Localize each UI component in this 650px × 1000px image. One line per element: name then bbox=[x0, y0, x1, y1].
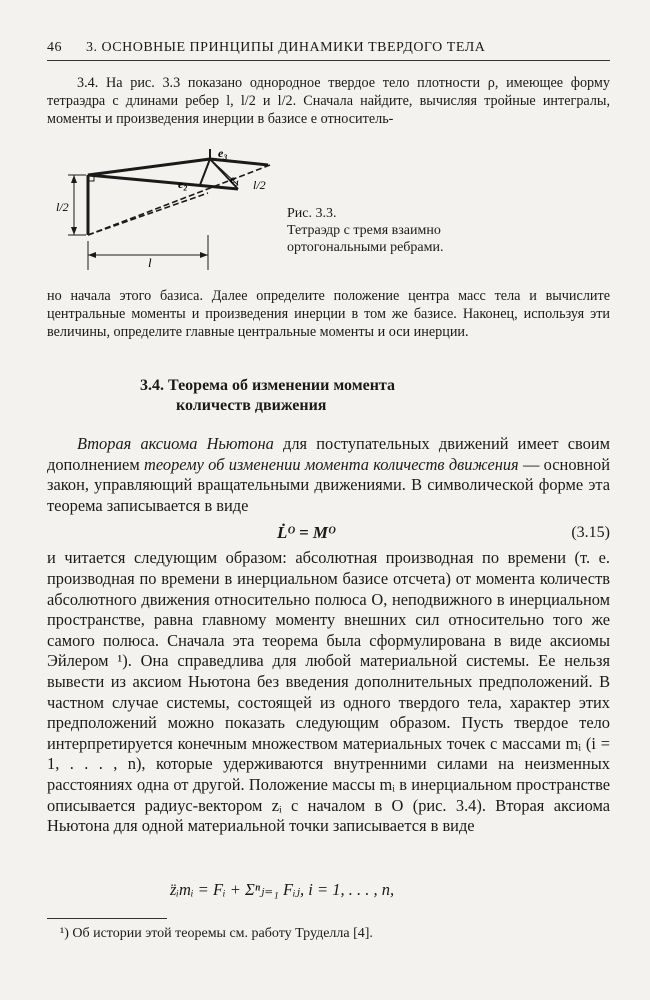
paragraph-2: и читается следующим образом: абсолютная производная по времени (т. е. производная по времени в инерциальном базисе отсчета) от момента количеств абсолютного движения относительно полюса O, неподвижного в инерциальном пространстве, равна главному моменту внешних сил относительно того же самого полюса. Сначала эта теорема была сформулирована в виде аксиомы Эйлером ¹). Она справедлива для любой материальной системы. Ее нельзя вывести из аксиом Ньютона без введения дополнительных предположений. В частном случае системы, состоящей из одного твердого тела, характер этих предположений можно показать следующим образом. Пусть твердое тело интерпретируется конечным множеством материальных точек с массами mᵢ (i = 1, . . . , n), которые удерживаются внутренними силами на неизменных расстояниях одна от другой. Положение массы mᵢ в инерциальном пространстве описывается радиус-вектором zᵢ с началом в O (рис. 3.4). Вторая аксиома Ньютона для одной материальной точки записывается в виде bbox=[47, 548, 610, 836]
section-title-1: Теорема об изменении момента bbox=[168, 377, 396, 394]
section-heading bbox=[140, 376, 570, 416]
problem-number: 3.4. bbox=[77, 75, 99, 91]
label-half-left: l/2 bbox=[56, 200, 69, 214]
term-newton-axiom: Вторая аксиома Ньютона bbox=[77, 434, 274, 453]
equation-3-15 bbox=[47, 520, 610, 546]
term-momentum-theorem: теорему об изменении момента количеств движения bbox=[144, 454, 519, 474]
label-length: l bbox=[148, 255, 152, 270]
section-number: 3.4. bbox=[140, 377, 164, 394]
caption-text: Тетраэдр с тремя взаимно ортогональными ребрами. bbox=[287, 223, 444, 255]
label-e3: e₃ bbox=[218, 146, 228, 160]
p1-text-a: для поступательных движений имеет своим дополнением bbox=[47, 434, 610, 474]
equation-3-15-body: L̇ᴼ = Mᴼ bbox=[277, 523, 336, 543]
body-text bbox=[47, 434, 610, 837]
problem-text-1: На рис. 3.3 показано однородное твердое тело плотности ρ, имеющее форму тетраэдра с длинами ребер l, l/2 и l/2. Сначала найдите, вычисляя тройные интегралы, моменты и произведения инерции в базисе e относитель- bbox=[47, 75, 611, 127]
page-number: 46 bbox=[47, 40, 62, 55]
equation-3-15-number: (3.15) bbox=[571, 524, 610, 542]
label-e2: e₂ bbox=[178, 177, 188, 191]
footnote: ¹) Об истории этой теоремы см. работу Труделла [4]. bbox=[60, 926, 373, 941]
p1-text-b: — основной закон, управляющий вращательными движениями. В символической форме эта теорема записывается в виде bbox=[47, 454, 610, 515]
equation-newton-point: z̈ᵢmᵢ = Fᵢ + Σⁿⱼ₌₁ Fᵢⱼ, i = 1, . . . , n, bbox=[170, 880, 395, 899]
caption-title: Рис. 3.3. bbox=[287, 206, 337, 221]
running-title: 3. ОСНОВНЫЕ ПРИНЦИПЫ ДИНАМИКИ ТВЕРДОГО ТЕЛА bbox=[86, 40, 486, 55]
problem-text-2: но начала этого базиса. Далее определите положение центра масс тела и вычислите центральные моменты и произведения инерции в том же базисе. Наконец, используя эти величины, определите главные центральные моменты и оси инерции. bbox=[47, 288, 610, 340]
problem-text-top bbox=[47, 74, 610, 128]
problem-text-bottom bbox=[47, 287, 610, 341]
label-e1: e₁ bbox=[230, 172, 240, 186]
header-rule bbox=[47, 60, 610, 61]
section-title-2: количеств движения bbox=[176, 397, 327, 414]
label-half-right: l/2 bbox=[253, 178, 266, 192]
footnote-rule bbox=[47, 918, 167, 919]
paragraph-1 bbox=[47, 434, 610, 516]
tetrahedron-figure bbox=[56, 145, 290, 275]
running-header bbox=[47, 40, 607, 56]
figure-caption bbox=[287, 205, 487, 256]
